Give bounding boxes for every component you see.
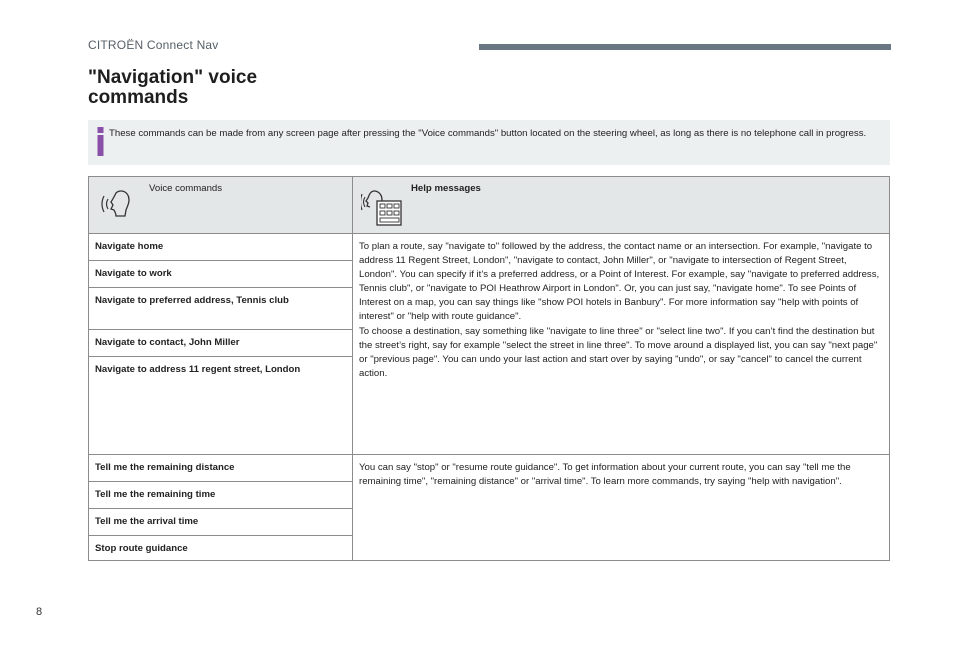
header-cell-help-messages [353, 177, 890, 234]
header-bar [479, 44, 891, 50]
table-row [89, 455, 890, 482]
page-title-line1: "Navigation" voice [88, 67, 258, 88]
command-cell: Navigate to contact, John Miller [89, 330, 353, 357]
page-number: 8 [36, 606, 43, 618]
help-message-route: You can say "stop" or "resume route guidance". To get information about your current route, you can say "tell me the remaining time", "remaining distance" or "arrival time". To learn more commands, try saying "help with navigation". [353, 455, 890, 561]
info-note-text: These commands can be made from any screen page after pressing the "Voice commands" button located on the steering wheel, as long as there is no telephone call in progress. [109, 128, 867, 139]
page-title [88, 68, 257, 108]
command-cell: Tell me the remaining time [89, 482, 353, 509]
command-cell: Tell me the arrival time [89, 509, 353, 536]
page-title-line2: commands [88, 87, 189, 108]
help-message-text: To choose a destination, say something like "navigate to line three" or "select line two". If you can’t find the destination but the street’s right, say for example "select the street in line three". To move around a displayed list, you can say "next page" or "previous page". You can undo your last action and start over by saying "undo", or say "cancel" to cancel the current action. [359, 325, 878, 379]
header-cell-voice-commands [89, 177, 353, 234]
command-cell: Navigate to work [89, 261, 353, 288]
command-cell: Navigate to address 11 regent street, London [89, 357, 353, 455]
command-cell: Stop route guidance [89, 536, 353, 561]
command-cell: Navigate to preferred address, Tennis club [89, 288, 353, 330]
help-message-text: To plan a route, say "navigate to" followed by the address, the contact name or an intersection. For example, "navigate to address 11 Regent Street, London", "navigate to contact, John Miller", or "navigate to intersection of Regent Street, London". You can specify if it’s a preferred address, or a Point of Interest. For example, say "navigate to preferred address, Tennis club", or "navigate to POI Heathrow Airport in London". Or, you can just say, "navigate home". To see Points of Interest on a map, you can say things like "show POI hotels in Banbury". For more information say "help with points of interest" or "help with route guidance". [359, 241, 880, 323]
info-bar-icon [95, 127, 106, 156]
header-brand: CITROËN Connect Nav [88, 38, 219, 52]
header-label-voice-commands: Voice commands [149, 183, 223, 194]
header-label-help-messages: Help messages [411, 183, 481, 194]
help-message-navigation [353, 234, 890, 455]
info-note [88, 120, 890, 165]
command-cell: Navigate home [89, 234, 353, 261]
voice-commands-table [88, 176, 890, 561]
command-cell: Tell me the remaining distance [89, 455, 353, 482]
table-header-row [89, 177, 890, 234]
table-row [89, 234, 890, 261]
